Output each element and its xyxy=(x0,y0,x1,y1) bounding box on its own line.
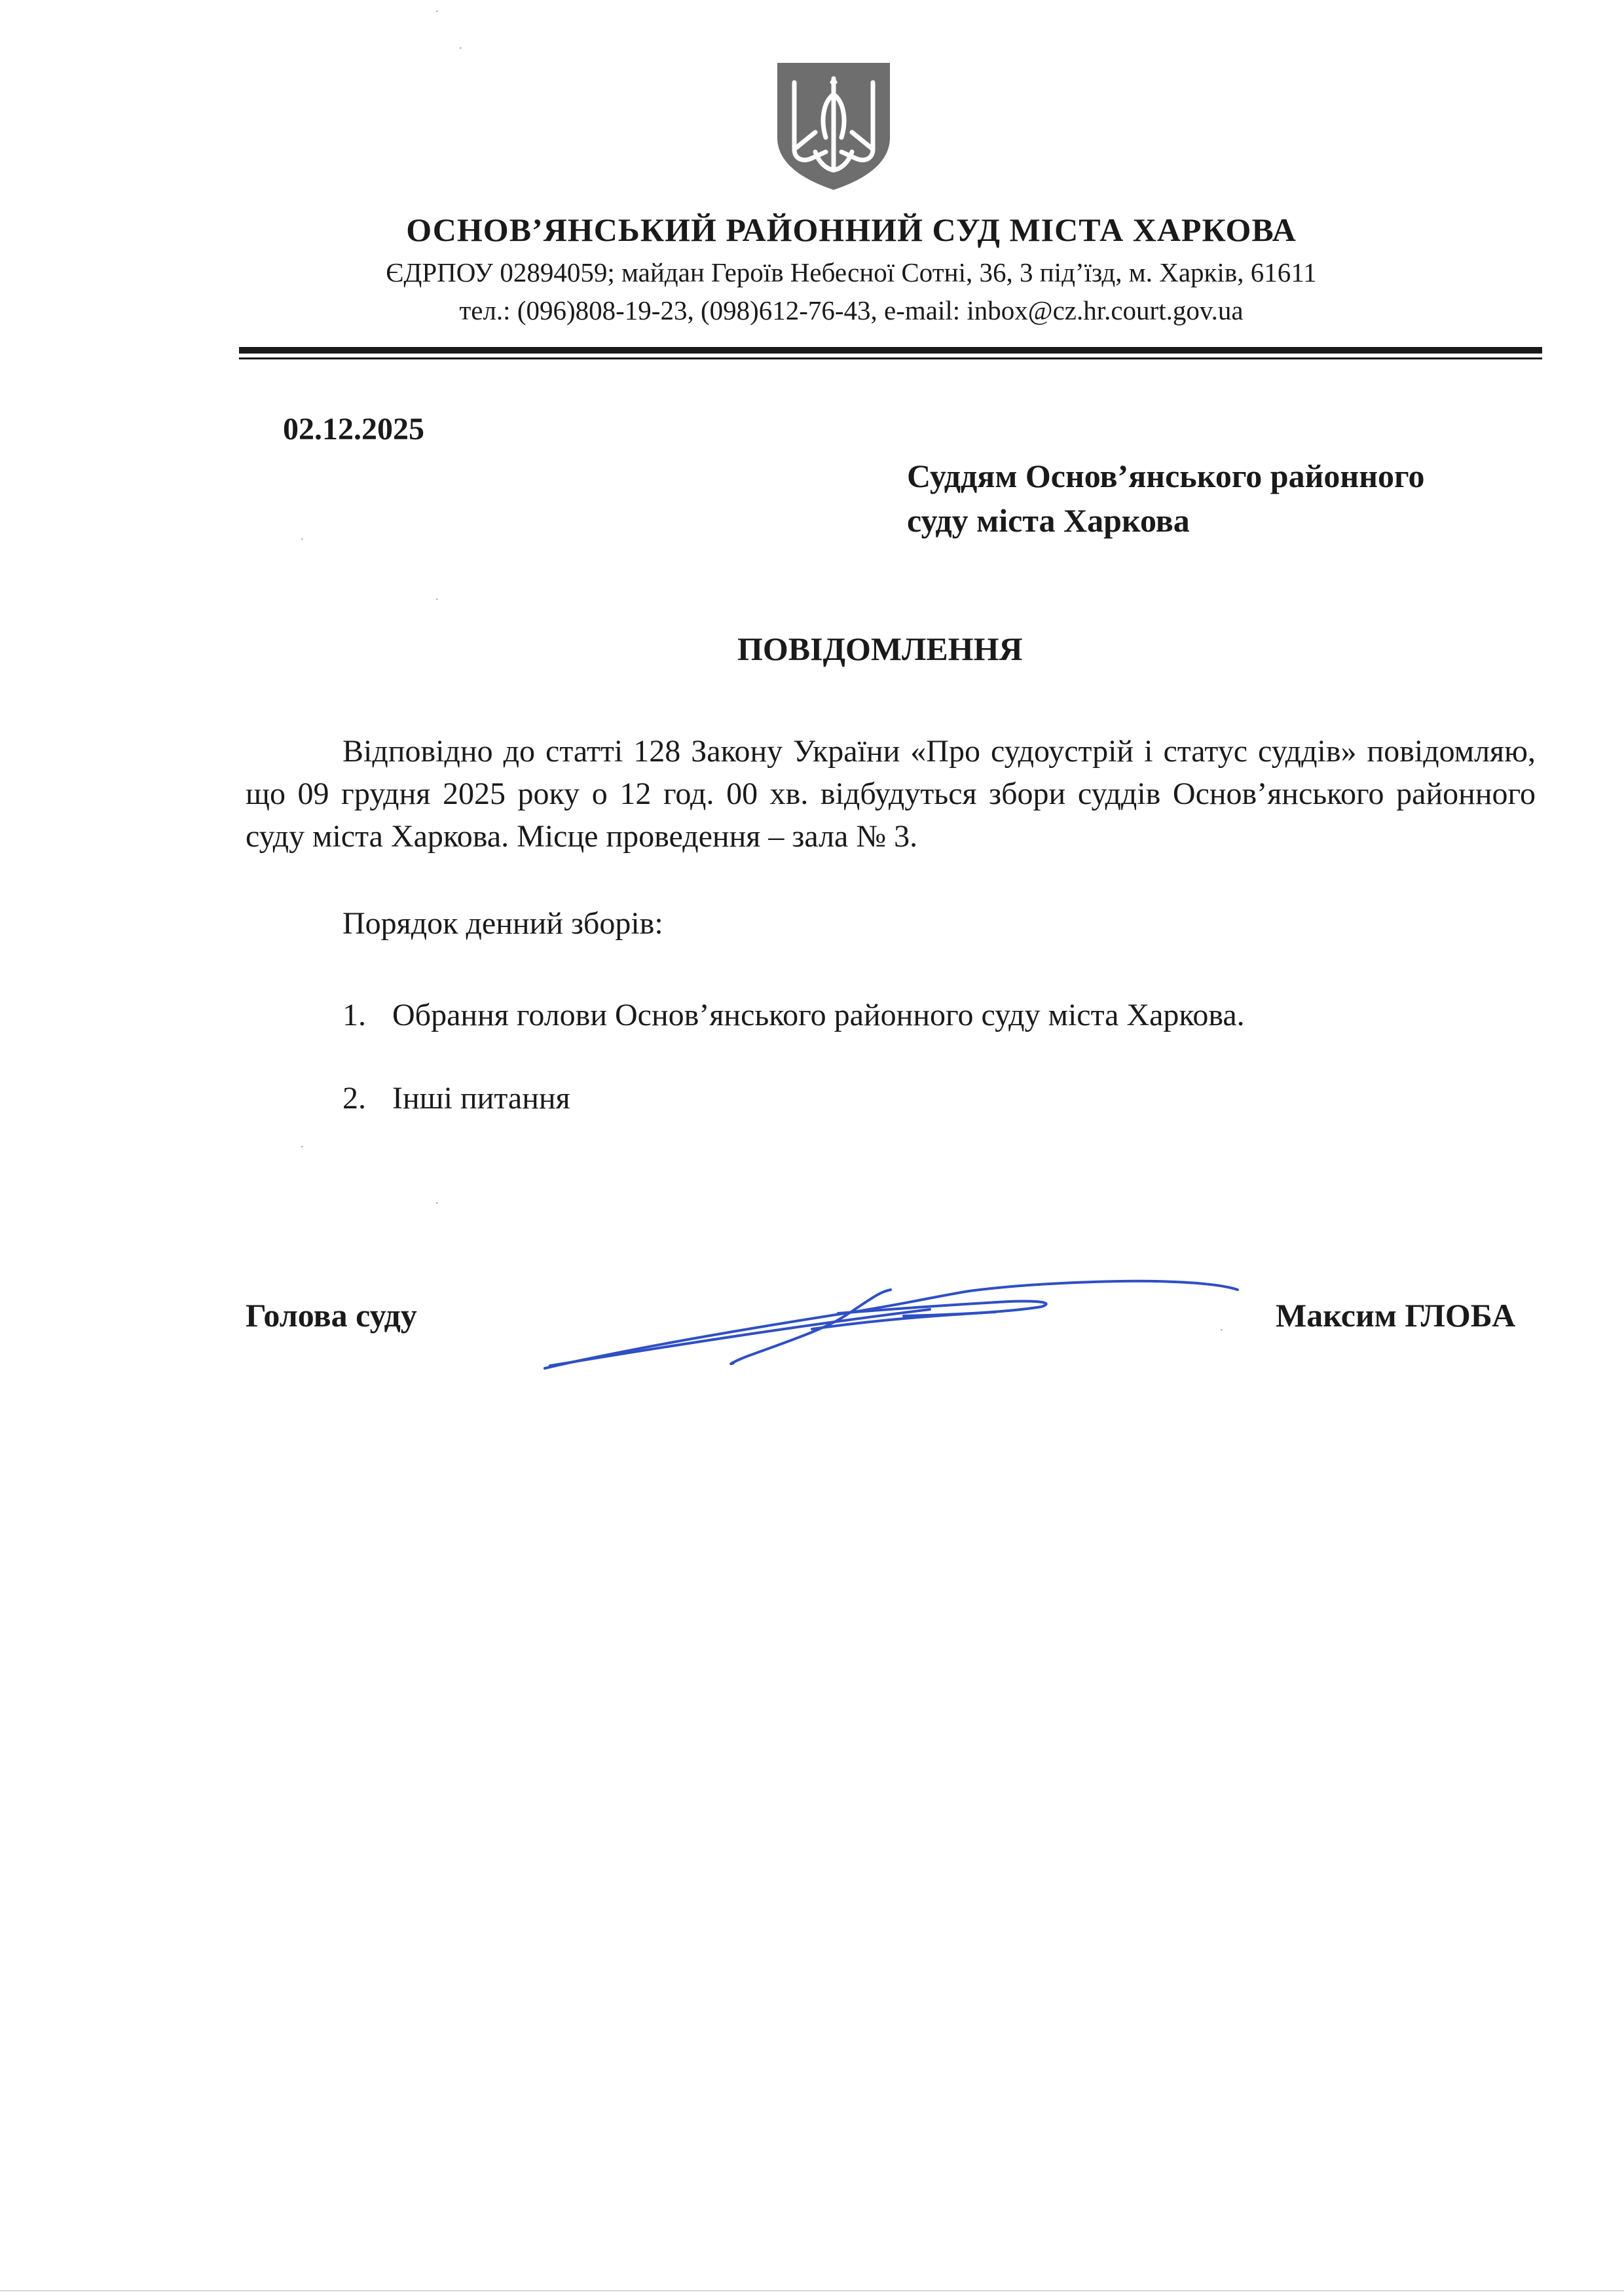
court-address: ЄДРПОУ 02894059; майдан Героїв Небесної Сотні, 36, 3 під’їзд, м. Харків, 61611 xyxy=(386,257,1317,287)
notice-body: Відповідно до статті 128 Закону України «Про судоустрій і статус суддів» повідомляю, що 09 грудня 2025 року о 12 год. 00 хв. відбудуться збори суддів Основ’янського районного суду міста Харкова. Місце проведення – зала № 3. xyxy=(246,734,1536,854)
court-contacts: тел.: (096)808-19-23, (098)612-76-43, e-mail: inbox@cz.hr.court.gov.ua xyxy=(459,295,1244,325)
agenda-item-number: 1. xyxy=(342,998,366,1032)
handwritten-signature-icon xyxy=(537,1264,1257,1381)
addressee-block xyxy=(907,454,1425,543)
scan-speck: · xyxy=(435,5,439,19)
addressee-line: Суддям Основ’янського районного xyxy=(907,458,1425,494)
document-date: 02.12.2025 xyxy=(283,412,424,446)
agenda-item-text: Обрання голови Основ’янського районного суду міста Харкова. xyxy=(392,998,1245,1032)
coat-of-arms-of-ukraine-icon xyxy=(775,60,893,191)
agenda-item-number: 2. xyxy=(342,1081,366,1116)
agenda-item xyxy=(342,997,1245,1033)
scan-speck: · xyxy=(300,1140,304,1154)
agenda-item-text: Інші питання xyxy=(392,1081,570,1116)
scan-speck: · xyxy=(435,1196,439,1211)
document-title: ПОВІДОМЛЕННЯ xyxy=(737,630,1023,667)
court-name: ОСНОВ’ЯНСЬКИЙ РАЙОННИЙ СУД МІСТА ХАРКОВА xyxy=(406,211,1297,248)
agenda-item xyxy=(342,1080,570,1116)
scan-speck: · xyxy=(1219,1323,1224,1338)
agenda-title: Порядок денний зборів: xyxy=(342,906,663,941)
signatory-role: Голова суду xyxy=(246,1297,417,1334)
scan-speck: · xyxy=(435,592,439,607)
header-divider-thick xyxy=(239,347,1542,354)
scan-speck: · xyxy=(300,532,304,547)
scan-speck: · xyxy=(458,41,463,56)
signatory-name: Максим ГЛОБА xyxy=(1276,1297,1516,1334)
addressee-line: суду міста Харкова xyxy=(907,502,1190,539)
page-bottom-edge xyxy=(0,2290,1624,2291)
header-divider-thin xyxy=(239,357,1542,359)
